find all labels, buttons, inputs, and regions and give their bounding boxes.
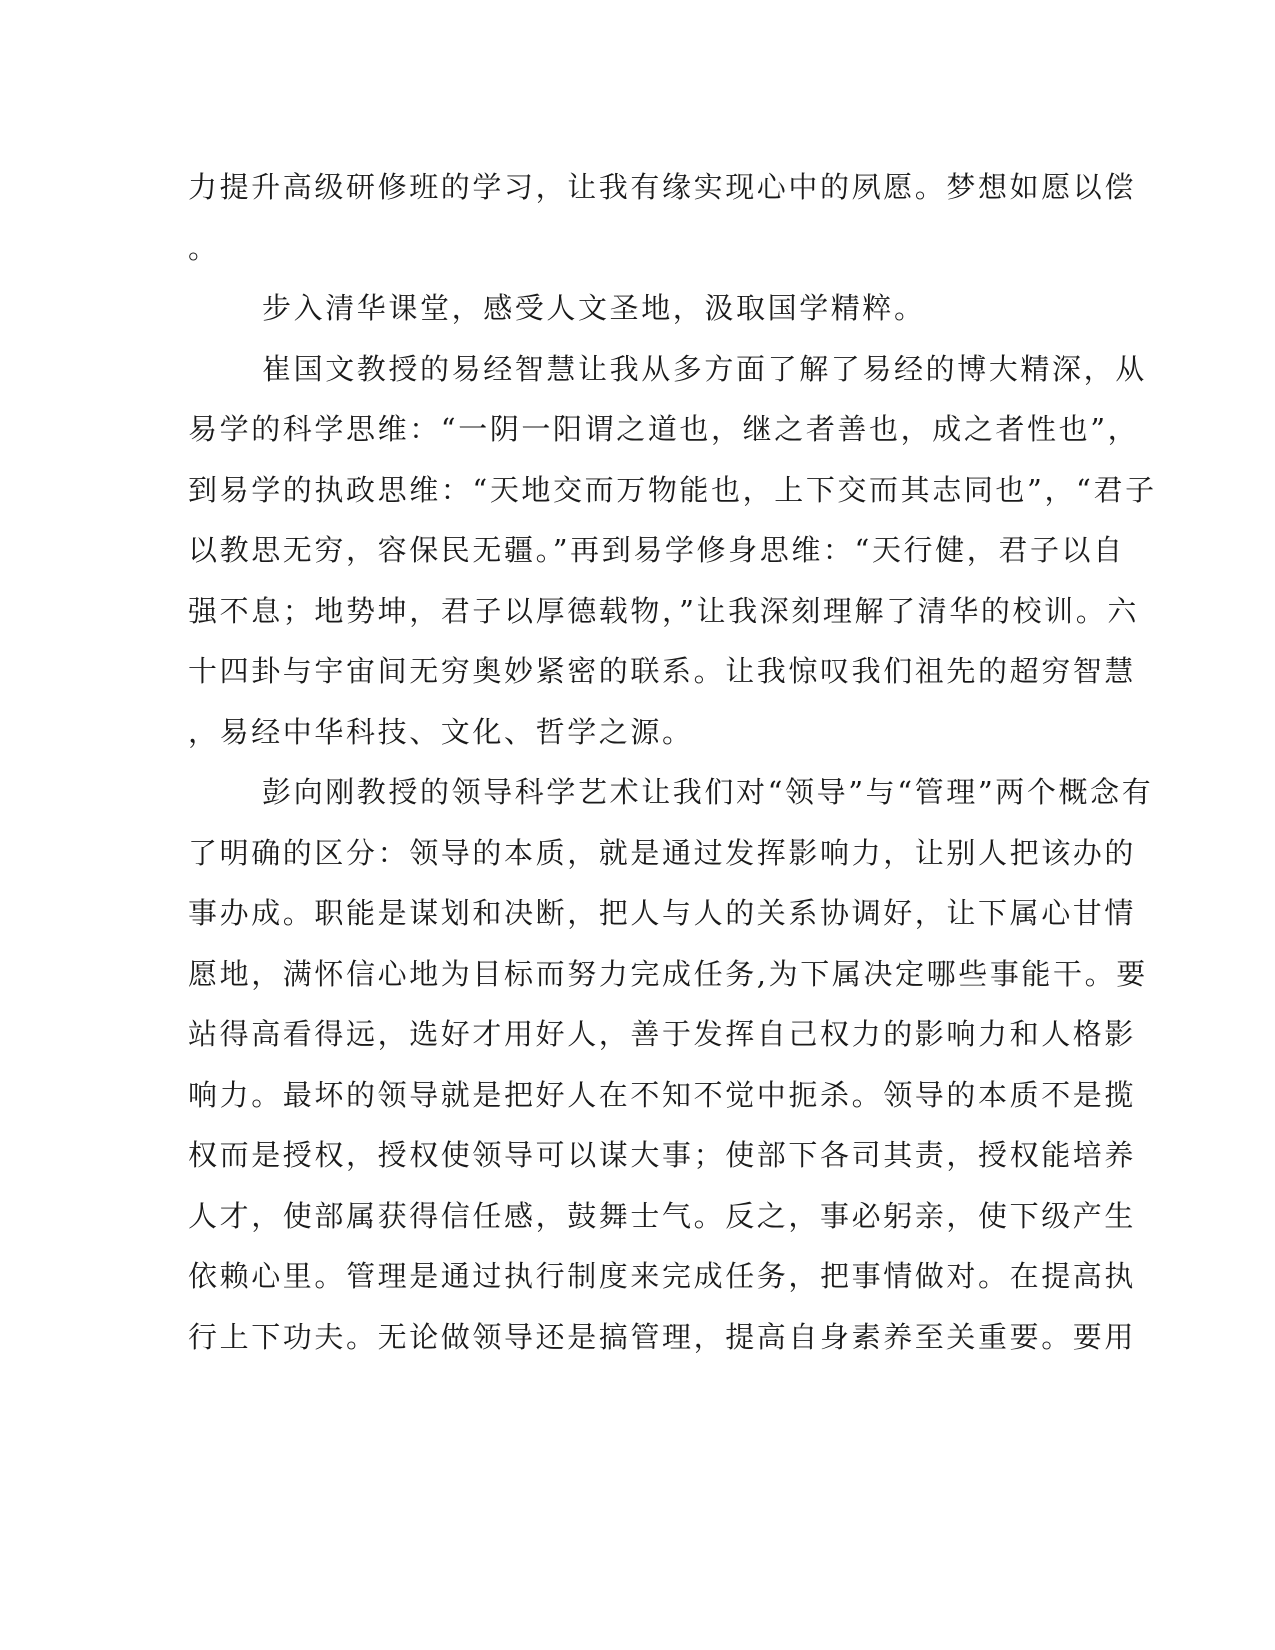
- text-line: 到易学的执政思维：“天地交而万物能也，上下交而其志同也”，“君子: [188, 472, 1157, 507]
- text-line: 力提升高级研修班的学习，让我有缘实现心中的夙愿。梦想如愿以偿: [188, 170, 1137, 204]
- text-line: 易学的科学思维：“一阴一阳谓之道也，继之者善也，成之者性也”，: [188, 412, 1140, 446]
- text-line: 人才，使部属获得信任感，鼓舞士气。反之，事必躬亲，使下级产生: [188, 1198, 1137, 1233]
- text-line: 愿地，满怀信心地为目标而努力完成任务,为下属决定哪些事能干。要: [188, 956, 1148, 991]
- paragraph-start-line: 彭向刚教授的领导科学艺术让我们对“领导”与“管理”两个概念有: [262, 775, 1154, 809]
- text-line: 十四卦与宇宙间无穷奥妙紧密的联系。让我惊叹我们祖先的超穷智慧: [188, 654, 1137, 688]
- text-line: 站得高看得远，选好才用好人，善于发挥自己权力的影响力和人格影: [188, 1017, 1137, 1051]
- text-line: 强不息；地势坤，君子以厚德载物，”让我深刻理解了清华的校训。六: [188, 593, 1139, 628]
- text-line: 。: [188, 230, 220, 265]
- text-line: 行上下功夫。无论做领导还是搞管理，提高自身素养至关重要。要用: [188, 1319, 1137, 1354]
- text-line: 以教思无穷，容保民无疆。”再到易学修身思维：“天行健，君子以自: [188, 533, 1125, 567]
- text-line: 权而是授权，授权使领导可以谋大事；使部下各司其责，授权能培养: [188, 1138, 1137, 1172]
- text-line: ，易经中华科技、文化、哲学之源。: [188, 714, 694, 749]
- text-line: 依赖心里。管理是通过执行制度来完成任务，把事情做对。在提高执: [188, 1259, 1137, 1293]
- text-line: 响力。最坏的领导就是把好人在不知不觉中扼杀。领导的本质不是揽: [188, 1077, 1137, 1112]
- text-line: 事办成。职能是谋划和决断，把人与人的关系协调好，让下属心甘情: [188, 896, 1137, 930]
- text-line: 了明确的区分：领导的本质，就是通过发挥影响力，让别人把该办的: [188, 835, 1137, 870]
- body-text: [188, 157, 1157, 1367]
- paragraph-start-line: 步入清华课堂，感受人文圣地，汲取国学精粹。: [262, 291, 926, 325]
- paragraph-start-line: 崔国文教授的易经智慧让我从多方面了解了易经的博大精深，从: [262, 351, 1147, 386]
